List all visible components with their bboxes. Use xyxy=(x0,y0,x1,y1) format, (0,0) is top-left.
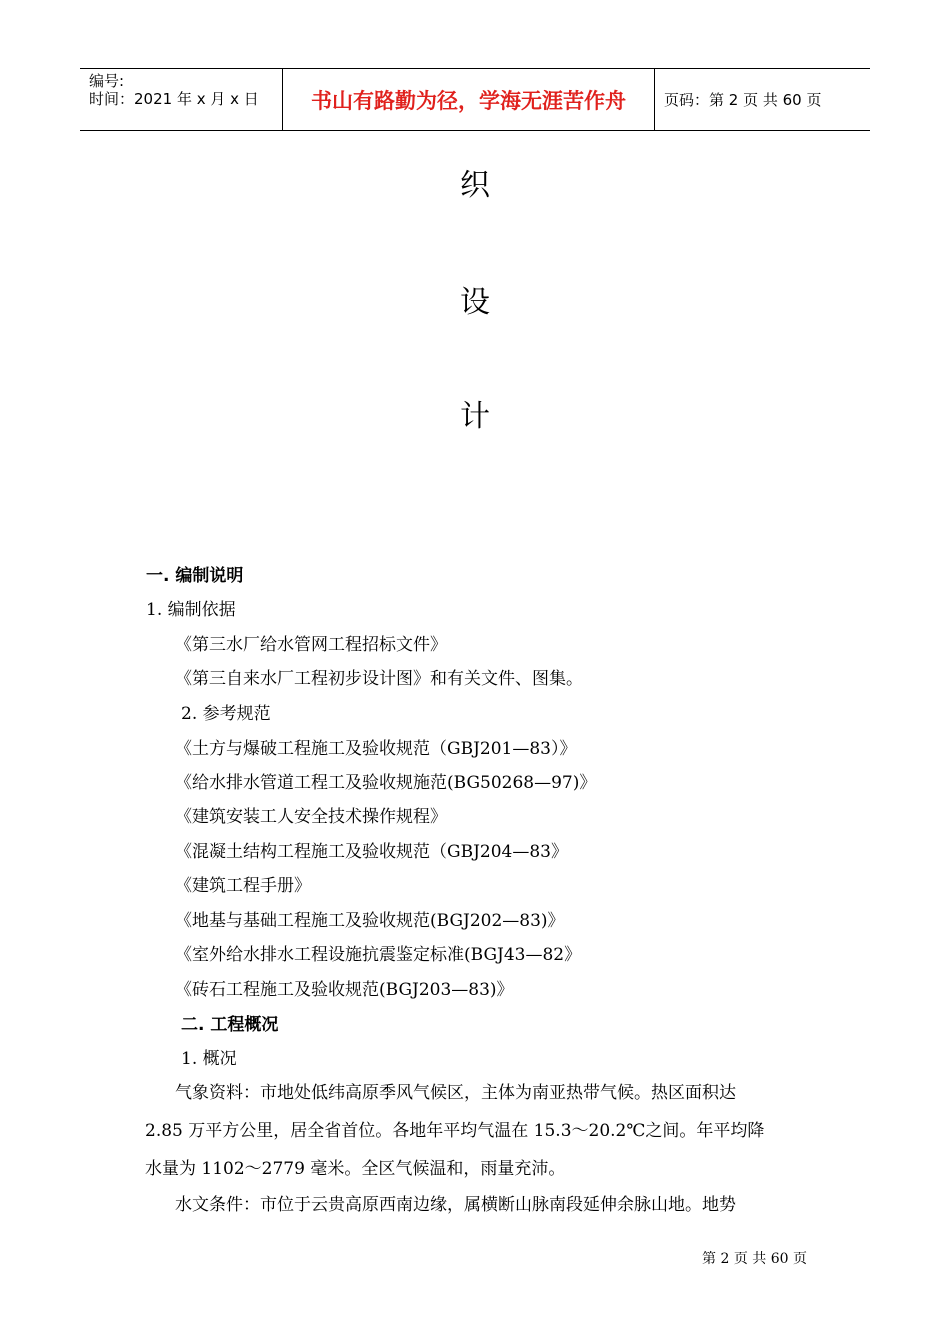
spec-line: 《土方与爆破工程施工及验收规范（GBJ201—83）》 xyxy=(175,739,577,759)
title-char-2: 设 xyxy=(460,285,490,320)
title-char-3: 计 xyxy=(460,399,490,434)
reference-line: 《第三自来水厂工程初步设计图》和有关文件、图集。 xyxy=(175,669,583,689)
section-heading-1: 一. 编制说明 xyxy=(146,566,244,586)
spec-line: 《给水排水管道工程工及验收规施范(BG50268—97)》 xyxy=(175,773,597,793)
page-footer: 第 2 页 共 60 页 xyxy=(702,1251,807,1267)
paragraph-line: 水量为 1102～2779 毫米。全区气候温和，雨量充沛。 xyxy=(145,1159,566,1179)
spec-line: 《室外给水排水工程设施抗震鉴定标准(BGJ43—82》 xyxy=(175,945,582,965)
spec-line: 《混凝土结构工程施工及验收规范（GBJ204—83》 xyxy=(175,842,568,862)
spec-line: 《建筑安装工人安全技术操作规程》 xyxy=(175,807,447,827)
item-heading: 2. 参考规范 xyxy=(181,704,271,724)
page-header xyxy=(80,68,870,131)
spec-line: 《地基与基础工程施工及验收规范(BGJ202—83)》 xyxy=(175,911,565,931)
paragraph-line: 水文条件：市位于云贵高原西南边缘，属横断山脉南段延伸余脉山地。地势 xyxy=(175,1195,736,1215)
item-heading: 1. 概况 xyxy=(181,1049,237,1069)
header-page-number: 页码：第 2 页 共 60 页 xyxy=(664,91,822,109)
title-char-1: 织 xyxy=(460,168,490,203)
header-motto: 书山有路勤为径，学海无涯苦作舟 xyxy=(282,69,655,130)
spec-line: 《建筑工程手册》 xyxy=(175,876,311,896)
paragraph-line: 2.85 万平方公里，居全省首位。各地年平均气温在 15.3～20.2℃之间。年平均降 xyxy=(145,1121,765,1141)
paragraph-line: 气象资料：市地处低纬高原季风气候区，主体为南亚热带气候。热区面积达 xyxy=(175,1083,736,1103)
spec-line: 《砖石工程施工及验收规范(BGJ203—83)》 xyxy=(175,980,514,1000)
doc-number-label: 编号: xyxy=(89,72,125,90)
item-heading: 1. 编制依据 xyxy=(146,600,236,620)
reference-line: 《第三水厂给水管网工程招标文件》 xyxy=(175,635,447,655)
doc-time-label: 时间：2021 年 x 月 x 日 xyxy=(89,90,259,108)
header-meta xyxy=(80,69,282,130)
section-heading-2: 二. 工程概况 xyxy=(181,1015,279,1035)
